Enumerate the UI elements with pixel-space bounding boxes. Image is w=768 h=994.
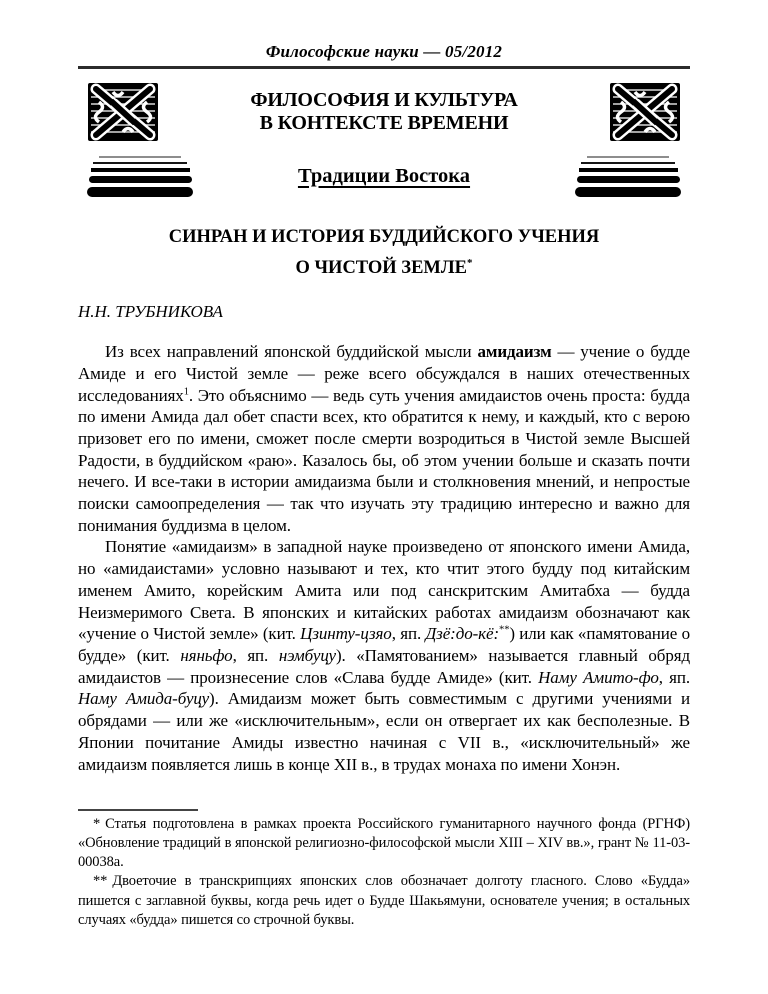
journal-header: Философские науки — 05/2012 [265, 42, 503, 61]
rubric-row [78, 156, 690, 198]
footnote-marker: ** [93, 873, 108, 890]
paragraph: Из всех направлений японской буддийской мысли амидаизм — учение о будде Амиде и его Чистой земле — реже всего обсуждался в наших отечественных исследованиях$^1$. Это объяснимо — ведь суть учения амидаистов очень проста: будда по имени Амида дал обет спасти всех, кто обратится к нему, и каждый, кто с верою призовет его по имени, сможет после смерти возродиться в Чистой земле Высшей Радости, в буддийском «раю». Казалось бы, об этом учении больше и сказать почти нечего. И все-таки в истории амидаизма были и столкновения мнений, и непростые поиски самоопределения — так что изучать эту традицию интересно и важно для понимания буддизма в целом. [78, 342, 691, 535]
footnote-marker: * [93, 815, 101, 832]
section-header-row [78, 82, 690, 142]
footnote [78, 872, 690, 930]
article-title [78, 224, 690, 281]
celtic-knot-ornament-icon [609, 82, 681, 142]
header-rule [78, 66, 690, 69]
footnote-text: Статья подготовлена в рамках проекта Российского гуманитарного научного фонда (РГНФ) «Обновление традиций в японской религиозно-философской мысли XIII – XIV вв.», грант № 11-03-00038а. [78, 815, 690, 871]
section-title [159, 89, 609, 135]
title-footnote-mark: * [467, 257, 473, 269]
rule-bars-decoration [575, 156, 681, 198]
article-body [78, 341, 690, 775]
footnote-text: Двоеточие в транскрипциях японских слов обозначает долготу гласного. Слово «Будда» пишется с заглавной буквы, когда речь идет о Будде Шакьямуни, основателе учения; в остальных случаях «будда» пишется со строчной буквы. [78, 873, 690, 928]
author-name: Н.Н. ТРУБНИКОВА [78, 302, 223, 322]
rubric-title-text: Традиции Востока [297, 164, 471, 187]
page-content [78, 0, 690, 930]
footnote [78, 815, 690, 873]
rubric-title [193, 165, 575, 188]
footnote-separator-rule [78, 809, 198, 811]
section-title-line2: В КОНТЕКСТЕ ВРЕМЕНИ [259, 111, 509, 134]
section-title-line1: ФИЛОСОФИЯ И КУЛЬТУРА [250, 88, 518, 111]
article-title-line2: О ЧИСТОЙ ЗЕМЛЕ* [295, 257, 473, 279]
footnotes-block [78, 809, 690, 930]
celtic-knot-ornament-icon [87, 82, 159, 142]
paragraph: Понятие «амидаизм» в западной науке произведено от японского имени Амида, но «амидаистами» условно называют и тех, кто чтит этого будду под китайским именем Амито, корейским Амита или под санскритским Амитабха — будда Неизмеримого Света. В японских и китайских работах амидаизм обозначают как «учение о Чистой земле» (кит. Цзинту-цзяо, яп. Дзё:до-кё:**) или как «памятование о будде» (кит. няньфо, яп. нэмбуцу). «Памятованием» называется главный обряд амидаистов — произнесение слов «Слава будде Амиде» (кит. Наму Амито-фо, яп. Наму Амида-буцу). Амидаизм может быть совместимым с другими учениями и обрядами — или же «исключительным», если он отвергает их как бесполезные. В Японии почитание Амиды известно начиная с VII в., «исключительный» же амидаизм появляется лишь в конце XII в., в трудах монаха по имени Хонэн. [78, 537, 691, 774]
rule-bars-decoration [87, 156, 193, 198]
article-title-line1: СИНРАН И ИСТОРИЯ БУДДИЙСКОГО УЧЕНИЯ [168, 227, 600, 247]
